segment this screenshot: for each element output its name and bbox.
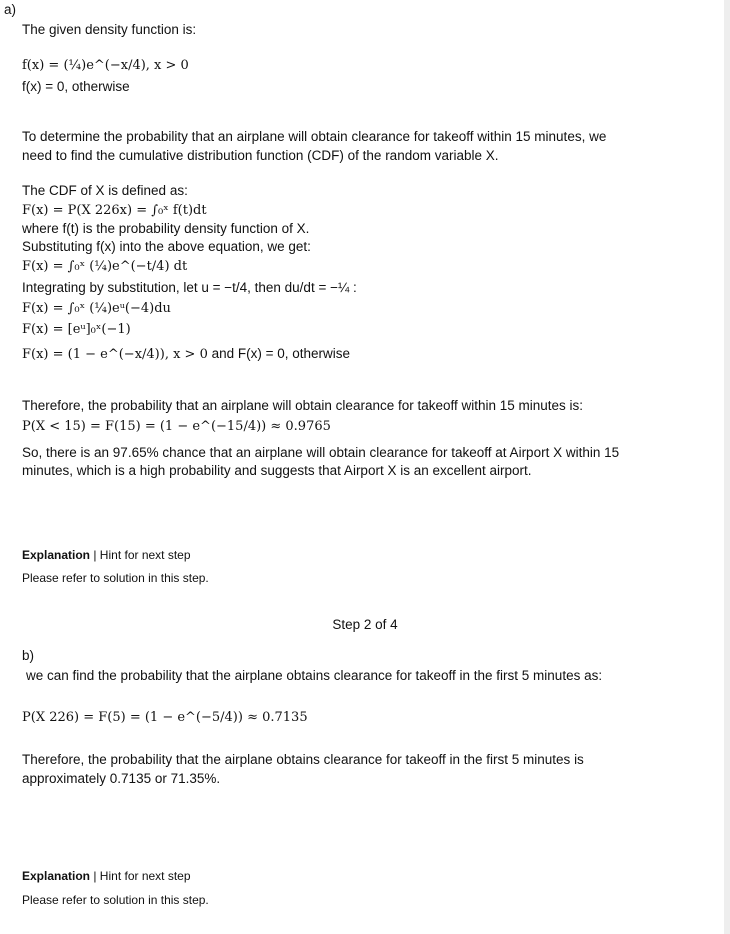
paragraph: To determine the probability that an airplane will obtain clearance for takeoff within 15 minutes, we: [22, 129, 607, 144]
conclusion: approximately 0.7135 or 71.35%.: [22, 771, 221, 786]
result-equation: P(X < 15) = F(15) = (1 − e^(−15/4)) ≈ 0.9765: [22, 419, 331, 434]
text-line: Therefore, the probability that an airplane will obtain clearance for takeoff within 15 minutes is:: [22, 398, 584, 413]
intro-text: we can find the probability that the airplane obtains clearance for takeoff in the first 5 minutes as:: [26, 668, 603, 683]
hint-text: | Hint for next step: [93, 548, 191, 562]
part-b-label: b): [22, 648, 35, 663]
step-indicator: Step 2 of 4: [332, 617, 398, 632]
explanation-label: Explanation: [22, 869, 91, 883]
pdf-equation: f(x) = (¼)e^(−x/4), x > 0: [22, 58, 189, 73]
equation: F(x) = (1 − e^(−x/4)), x > 0: [22, 347, 208, 362]
conclusion: So, there is an 97.65% chance that an airplane will obtain clearance for takeoff at Airport X within 15: [22, 445, 620, 460]
result-equation: P(X 226) = F(5) = (1 − e^(−5/4)) ≈ 0.7135: [22, 710, 308, 725]
conclusion: minutes, which is a high probability and suggests that Airport X is an excellent airport.: [22, 463, 532, 478]
hint-text: | Hint for next step: [93, 869, 191, 883]
equation-line: [22, 345, 350, 364]
equation: F(x) = ∫₀ˣ (¼)e^(−t/4) dt: [22, 259, 188, 274]
explanation-label: Explanation: [22, 548, 91, 562]
explanation-text: Please refer to solution in this step.: [22, 571, 209, 585]
intro-text: The given density function is:: [22, 22, 197, 37]
text: and F(x) = 0, otherwise: [211, 346, 351, 361]
cdf-intro: The CDF of X is defined as:: [22, 183, 188, 198]
equation: F(x) = ∫₀ˣ (¼)eᵘ(−4)du: [22, 301, 171, 316]
text-line: Substituting f(x) into the above equation, we get:: [22, 239, 311, 254]
page-edge: [724, 0, 730, 934]
conclusion: Therefore, the probability that the airplane obtains clearance for takeoff in the first 5 minutes is: [22, 752, 584, 767]
explanation-text: Please refer to solution in this step.: [22, 893, 209, 907]
text-line: Integrating by substitution, let u = −t/4, then du/dt = −¼ :: [22, 280, 357, 295]
paragraph: need to find the cumulative distribution function (CDF) of the random variable X.: [22, 148, 499, 163]
text-line: where f(t) is the probability density function of X.: [22, 221, 310, 236]
pdf-otherwise: f(x) = 0, otherwise: [22, 79, 130, 94]
cdf-definition: F(x) = P(X 226x) = ∫₀ˣ f(t)dt: [22, 203, 207, 218]
part-a-label: a): [4, 2, 17, 17]
explanation-header: [22, 867, 191, 885]
explanation-header: [22, 546, 191, 564]
equation: F(x) = [eᵘ]₀ˣ(−1): [22, 322, 131, 337]
